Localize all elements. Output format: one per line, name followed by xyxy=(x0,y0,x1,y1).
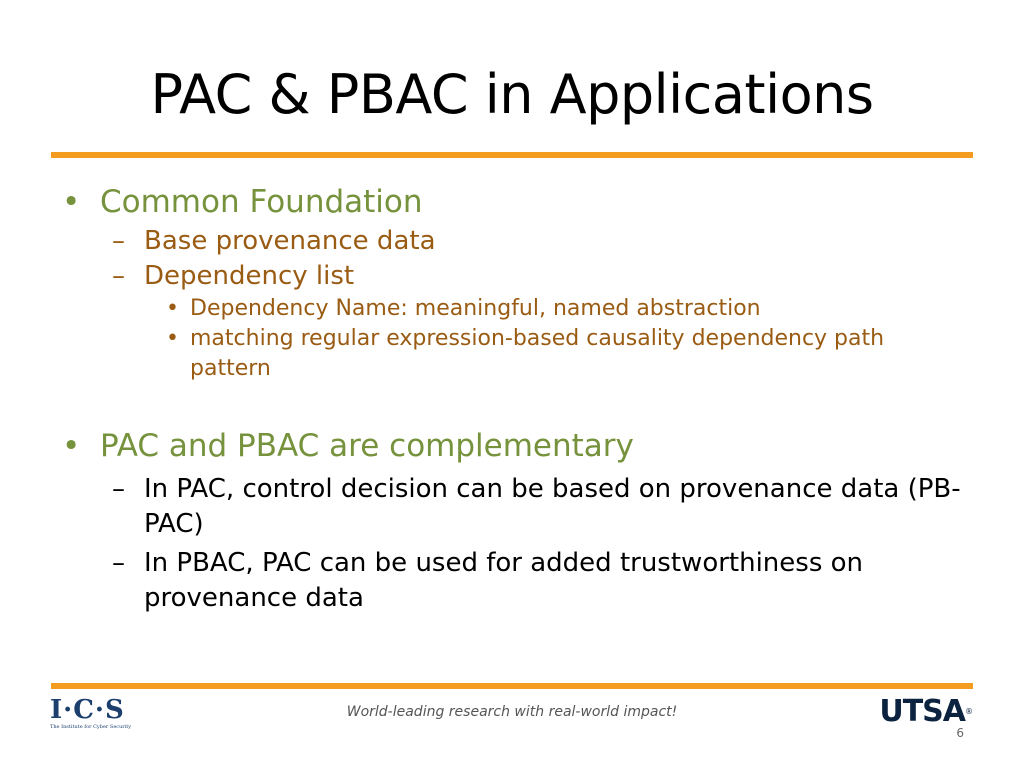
dash-icon: – xyxy=(112,548,125,578)
bullet-icon: • xyxy=(62,184,81,220)
page-number: 6 xyxy=(956,726,964,740)
ics-logo-subtitle: The Institute for Cyber Security xyxy=(50,724,132,730)
subbullet-text: In PBAC, PAC can be used for added trustworthiness on provenance data xyxy=(144,548,864,613)
utsa-logo xyxy=(879,696,972,728)
top-accent-rule xyxy=(51,152,973,158)
bullet-text: PAC and PBAC are complementary xyxy=(100,428,634,464)
bullet-icon: • xyxy=(166,326,179,351)
utsa-trademark: ® xyxy=(965,707,972,716)
subbullet-base-provenance xyxy=(62,224,962,259)
dash-icon: – xyxy=(112,261,125,291)
subsubbullet-text: Dependency Name: meaningful, named abstraction xyxy=(190,296,761,321)
bullet-text: Common Foundation xyxy=(100,184,423,220)
dash-icon: – xyxy=(112,474,125,504)
subbullet-text: In PAC, control decision can be based on provenance data (PB-PAC) xyxy=(144,474,961,539)
bullet-complementary xyxy=(62,424,962,468)
slide-title: PAC & PBAC in Applications xyxy=(150,63,874,126)
subsubbullet-text: matching regular expression-based causality dependency path pattern xyxy=(190,326,885,381)
subsubbullet-dependency-name xyxy=(62,294,962,324)
footer-tagline: World-leading research with real-world impact! xyxy=(346,704,678,720)
dash-icon: – xyxy=(112,226,125,256)
subbullet-pbac-trust xyxy=(62,546,962,616)
slide-content xyxy=(62,180,962,616)
bullet-common-foundation xyxy=(62,180,962,224)
subbullet-text: Dependency list xyxy=(144,261,355,291)
spacer xyxy=(62,384,962,424)
subbullet-pac-control xyxy=(62,472,962,542)
subbullet-text: Base provenance data xyxy=(144,226,436,256)
subsubbullet-matching-regex xyxy=(62,324,962,384)
subbullet-dependency-list xyxy=(62,259,962,294)
ics-logo-mark: I·C·S xyxy=(50,695,125,725)
bullet-icon: • xyxy=(62,428,81,464)
bottom-accent-rule xyxy=(51,683,973,689)
bullet-icon: • xyxy=(166,296,179,321)
utsa-logo-mark: UTSA xyxy=(879,694,965,729)
